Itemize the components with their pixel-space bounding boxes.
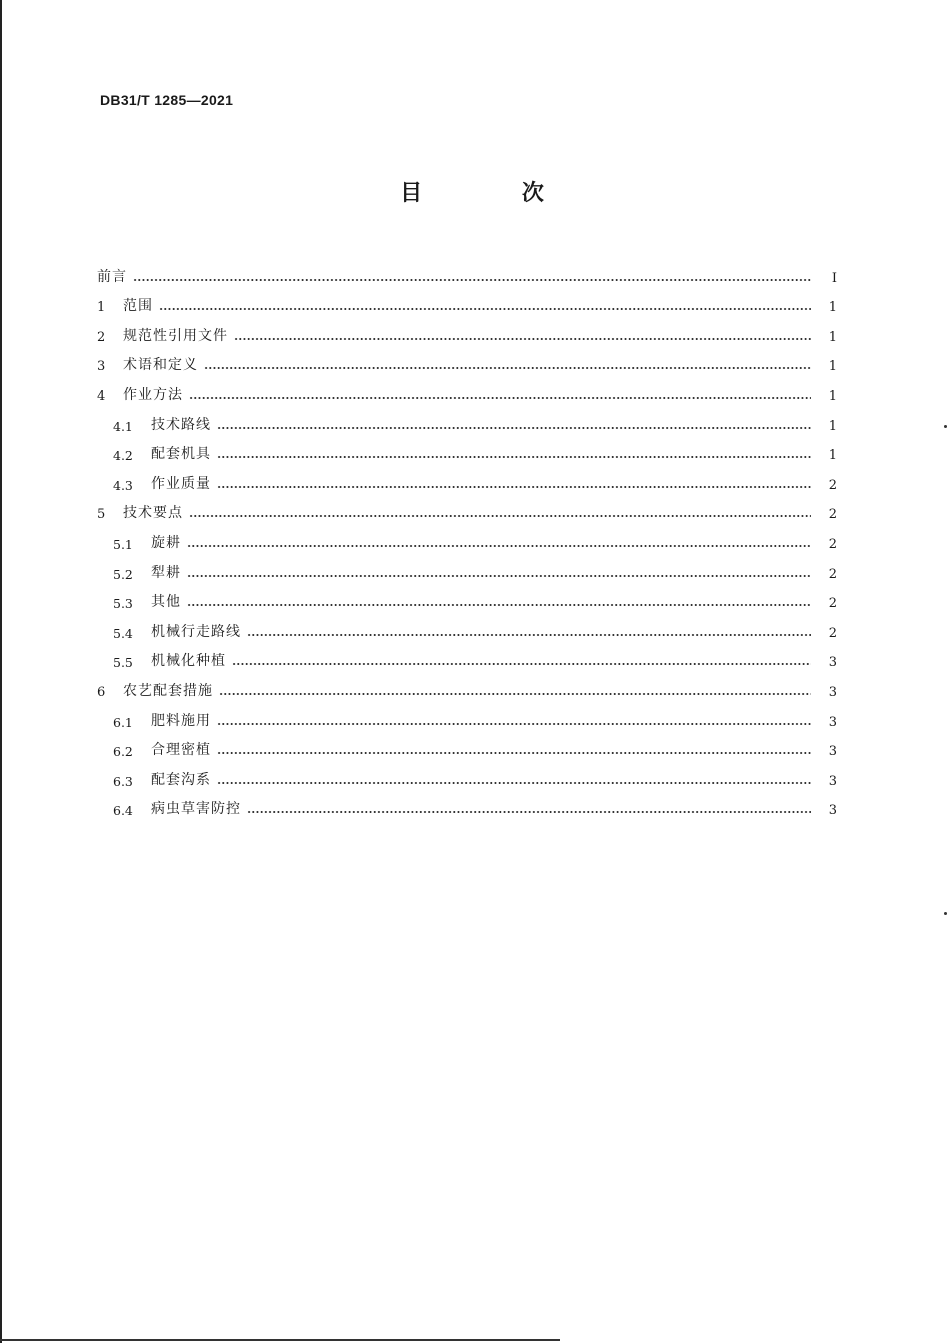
- dot-leader: [217, 781, 811, 785]
- toc-entry-label: 技术要点: [123, 505, 183, 522]
- toc-entry[interactable]: [97, 404, 837, 434]
- dot-leader: [217, 722, 811, 726]
- scan-speck: [944, 425, 947, 428]
- toc-entry-number: 4.3: [113, 477, 133, 493]
- toc-entry-number: 1: [97, 300, 106, 316]
- dot-leader: [187, 544, 811, 548]
- toc-entry[interactable]: [97, 611, 837, 641]
- toc-entry-label: 范围: [123, 298, 153, 315]
- toc-entry-number: 6.3: [113, 773, 133, 789]
- table-of-contents: [97, 256, 837, 818]
- toc-entry-page: 3: [828, 684, 837, 700]
- dot-leader: [217, 751, 811, 755]
- toc-entry[interactable]: [97, 552, 837, 582]
- toc-entry-label: 配套沟系: [151, 771, 211, 788]
- toc-entry-label: 农艺配套措施: [123, 682, 213, 699]
- toc-entry-number: 5.4: [113, 625, 133, 641]
- toc-entry[interactable]: [97, 493, 837, 523]
- dot-leader: [217, 485, 811, 489]
- toc-entry[interactable]: [97, 582, 837, 612]
- dot-leader: [187, 574, 811, 578]
- dot-leader: [189, 514, 811, 518]
- dot-leader: [217, 455, 811, 459]
- dot-leader: [133, 278, 811, 282]
- toc-entry[interactable]: [97, 286, 837, 316]
- toc-entry[interactable]: [97, 463, 837, 493]
- toc-entry-label: 机械行走路线: [151, 623, 241, 640]
- toc-entry-number: 5.5: [113, 655, 133, 671]
- toc-entry-page: 3: [828, 773, 837, 789]
- dot-leader: [204, 366, 811, 370]
- toc-entry-number: 5.2: [113, 566, 133, 582]
- dot-leader: [247, 633, 811, 637]
- toc-entry[interactable]: [97, 345, 837, 375]
- toc-entry-page: 2: [828, 536, 837, 552]
- toc-entry-number: 4: [97, 388, 106, 404]
- toc-entry-label: 旋耕: [151, 534, 181, 551]
- toc-entry[interactable]: [97, 789, 837, 819]
- toc-entry-number: 4.1: [113, 418, 133, 434]
- toc-entry[interactable]: [97, 641, 837, 671]
- toc-entry-page: 1: [828, 388, 837, 404]
- toc-entry-number: 6.2: [113, 744, 133, 760]
- toc-entry-label: 作业质量: [151, 475, 211, 492]
- scan-speck: [944, 912, 947, 915]
- toc-entry-label: 其他: [151, 594, 181, 611]
- toc-entry-number: 2: [97, 329, 106, 345]
- toc-entry-page: 1: [828, 300, 837, 316]
- toc-entry[interactable]: [97, 700, 837, 730]
- toc-entry-number: 6: [97, 684, 106, 700]
- toc-entry-number: 6.1: [113, 714, 133, 730]
- dot-leader: [187, 603, 811, 607]
- toc-entry-label: 规范性引用文件: [123, 327, 228, 344]
- toc-entry-page: 1: [828, 448, 837, 464]
- toc-entry-page: I: [831, 270, 837, 286]
- toc-entry-page: 3: [828, 714, 837, 730]
- toc-entry-number: 3: [97, 359, 106, 375]
- toc-entry-label: 配套机具: [151, 446, 211, 463]
- toc-entry[interactable]: [97, 522, 837, 552]
- toc-entry-page: 3: [828, 744, 837, 760]
- toc-entry-number: 5.3: [113, 596, 133, 612]
- toc-entry[interactable]: [97, 434, 837, 464]
- toc-entry-number: 5: [97, 507, 106, 523]
- toc-entry[interactable]: [97, 670, 837, 700]
- dot-leader: [247, 810, 811, 814]
- toc-entry-label: 病虫草害防控: [151, 801, 241, 818]
- toc-entry-page: 3: [828, 655, 837, 671]
- toc-entry-label: 肥料施用: [151, 712, 211, 729]
- toc-entry-page: 1: [828, 359, 837, 375]
- toc-entry-page: 1: [828, 418, 837, 434]
- toc-entry-label: 犁耕: [151, 564, 181, 581]
- toc-entry-label: 前言: [97, 268, 127, 285]
- dot-leader: [159, 307, 811, 311]
- toc-entry-number: 4.2: [113, 448, 133, 464]
- toc-entry-label: 技术路线: [151, 416, 211, 433]
- dot-leader: [217, 426, 811, 430]
- toc-entry-label: 机械化种植: [151, 653, 226, 670]
- toc-entry-page: 2: [828, 596, 837, 612]
- toc-entry-label: 合理密植: [151, 742, 211, 759]
- toc-entry-number: 6.4: [113, 803, 133, 819]
- dot-leader: [219, 692, 811, 696]
- toc-entry-label: 术语和定义: [123, 357, 198, 374]
- toc-entry-page: 2: [828, 566, 837, 582]
- toc-entry[interactable]: [97, 374, 837, 404]
- document-id: DB31/T 1285—2021: [100, 92, 234, 108]
- page-bottom-edge: [0, 1339, 560, 1341]
- toc-entry-page: 1: [828, 329, 837, 345]
- toc-entry-page: 3: [828, 803, 837, 819]
- page-title: 目 次: [400, 180, 590, 206]
- toc-entry[interactable]: [97, 730, 837, 760]
- toc-entry[interactable]: [97, 759, 837, 789]
- dot-leader: [232, 662, 811, 666]
- dot-leader: [234, 337, 811, 341]
- toc-entry[interactable]: [97, 315, 837, 345]
- toc-entry-label: 作业方法: [123, 386, 183, 403]
- toc-entry-page: 2: [828, 625, 837, 641]
- toc-entry-page: 2: [828, 477, 837, 493]
- toc-entry[interactable]: [97, 256, 837, 286]
- toc-entry-number: 5.1: [113, 536, 133, 552]
- toc-entry-page: 2: [828, 507, 837, 523]
- dot-leader: [189, 396, 811, 400]
